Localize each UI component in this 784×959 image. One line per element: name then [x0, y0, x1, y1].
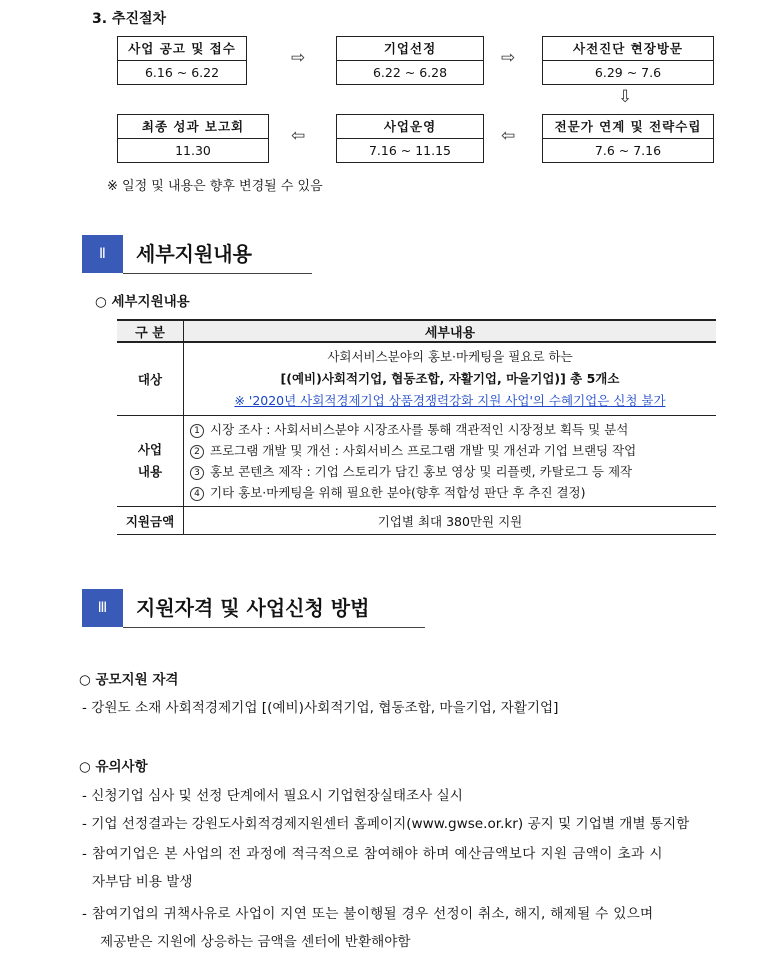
- note-line: - 기업 선정결과는 강원도사회적경제지원센터 홈페이지(www.gwse.or.kr) 공지 및 기업별 개별 통지함: [82, 816, 690, 832]
- arrow-left-icon: ⇦: [501, 126, 516, 146]
- section-title: 세부지원내용: [136, 242, 252, 266]
- step-box: [117, 114, 269, 163]
- section-2-header: [82, 235, 312, 273]
- step-box: [336, 114, 484, 163]
- row-label-line: 사업: [137, 442, 163, 457]
- step-name: 사전진단 현장방문: [543, 37, 713, 61]
- row-label: [117, 416, 184, 507]
- procedure-title: 3. 추진절차: [92, 11, 167, 27]
- step-name: 최종 성과 보고회: [118, 115, 268, 139]
- item-text: 시장 조사 : 사회서비스분야 시장조사를 통해 객관적인 시장정보 획득 및 분석: [210, 422, 629, 437]
- step-box: [542, 114, 714, 163]
- list-item: [184, 461, 716, 482]
- table-header-category: 구 분: [117, 320, 184, 342]
- row-label: 대상: [117, 342, 184, 416]
- note-line: - 신청기업 심사 및 선정 단계에서 필요시 기업현장실태조사 실시: [82, 788, 463, 804]
- step-date: 6.29 ~ 7.6: [594, 65, 662, 80]
- step-name: 사업 공고 및 접수: [118, 37, 246, 61]
- section-underline: [123, 627, 425, 628]
- step-name: 사업운영: [337, 115, 483, 139]
- step-date: 6.16 ~ 6.22: [144, 65, 220, 80]
- row-content: [184, 416, 717, 507]
- table-row: [117, 342, 716, 416]
- note-line: - 참여기업은 본 사업의 전 과정에 적극적으로 참여해야 하며 예산금액보다 지원 금액이 초과 시: [82, 846, 663, 862]
- step-date: 6.22 ~ 6.28: [372, 65, 448, 80]
- section-title: 지원자격 및 사업신청 방법: [136, 596, 370, 620]
- table-row: [117, 507, 716, 535]
- note-line-continued: 제공받은 지원에 상응하는 금액을 센터에 반환해야함: [100, 934, 411, 950]
- circled-number: 1: [190, 424, 204, 438]
- step-box: [117, 36, 247, 85]
- table-header-row: [117, 320, 716, 342]
- step-box: [336, 36, 484, 85]
- detail-table: [117, 319, 716, 535]
- item-text: 홍보 콘텐츠 제작 : 기업 스토리가 담긴 홍보 영상 및 리플렛, 카탈로그 등 제작: [210, 464, 633, 479]
- step-date: 11.30: [175, 143, 211, 158]
- list-item: [184, 440, 716, 461]
- exclusion-note: ※ '2020년 사회적경제기업 상품경쟁력강화 지원 사업'의 수혜기업은 신청 불가: [234, 393, 666, 408]
- notes-heading: ○ 유의사항: [79, 759, 148, 775]
- circled-number: 4: [190, 487, 204, 501]
- note-line-continued: 자부담 비용 발생: [92, 874, 193, 890]
- step-name: 기업선정: [337, 37, 483, 61]
- arrow-down-icon: ⇩: [618, 87, 633, 107]
- step-date: 7.16 ~ 11.15: [368, 143, 452, 158]
- table-row: [117, 416, 716, 507]
- circled-number: 2: [190, 445, 204, 459]
- section-number: Ⅲ: [82, 589, 123, 627]
- row-label-line: 내용: [137, 464, 163, 479]
- list-item: [184, 419, 716, 440]
- section-3-header: [82, 589, 427, 627]
- step-box: [542, 36, 714, 85]
- step-date: 7.6 ~ 7.16: [594, 143, 662, 158]
- note-line: - 참여기업의 귀책사유로 사업이 지연 또는 불이행될 경우 선정이 취소, 해지, 해제될 수 있으며: [82, 906, 654, 922]
- row-label: 지원금액: [117, 507, 184, 535]
- circled-number: 3: [190, 466, 204, 480]
- target-line: 사회서비스분야의 홍보·마케팅을 필요로 하는: [327, 349, 573, 364]
- item-text: 프로그램 개발 및 개선 : 사회서비스 프로그램 개발 및 개선과 기업 브랜딩 작업: [210, 443, 637, 458]
- eligibility-text: - 강원도 소재 사회적경제기업 [(예비)사회적기업, 협동조합, 마을기업, 자활기업]: [82, 700, 559, 716]
- row-content: [184, 342, 717, 416]
- table-header-detail: 세부내용: [184, 320, 717, 342]
- eligibility-heading: ○ 공모지원 자격: [79, 672, 179, 688]
- item-text: 기타 홍보·마케팅을 위해 필요한 분야(향후 적합성 판단 후 추진 결정): [210, 485, 586, 500]
- schedule-note: ※ 일정 및 내용은 향후 변경될 수 있음: [107, 179, 323, 194]
- section-underline: [123, 273, 312, 274]
- arrow-right-icon: ⇨: [501, 48, 516, 68]
- section-number: Ⅱ: [82, 235, 123, 273]
- subsection-heading: ○ 세부지원내용: [95, 294, 190, 310]
- arrow-right-icon: ⇨: [291, 48, 306, 68]
- step-name: 전문가 연계 및 전략수립: [543, 115, 713, 139]
- list-item: [184, 482, 716, 503]
- arrow-left-icon: ⇦: [291, 126, 306, 146]
- target-line: [(예비)사회적기업, 협동조합, 자활기업, 마을기업)] 총 5개소: [280, 371, 620, 386]
- row-content: 기업별 최대 380만원 지원: [184, 507, 717, 535]
